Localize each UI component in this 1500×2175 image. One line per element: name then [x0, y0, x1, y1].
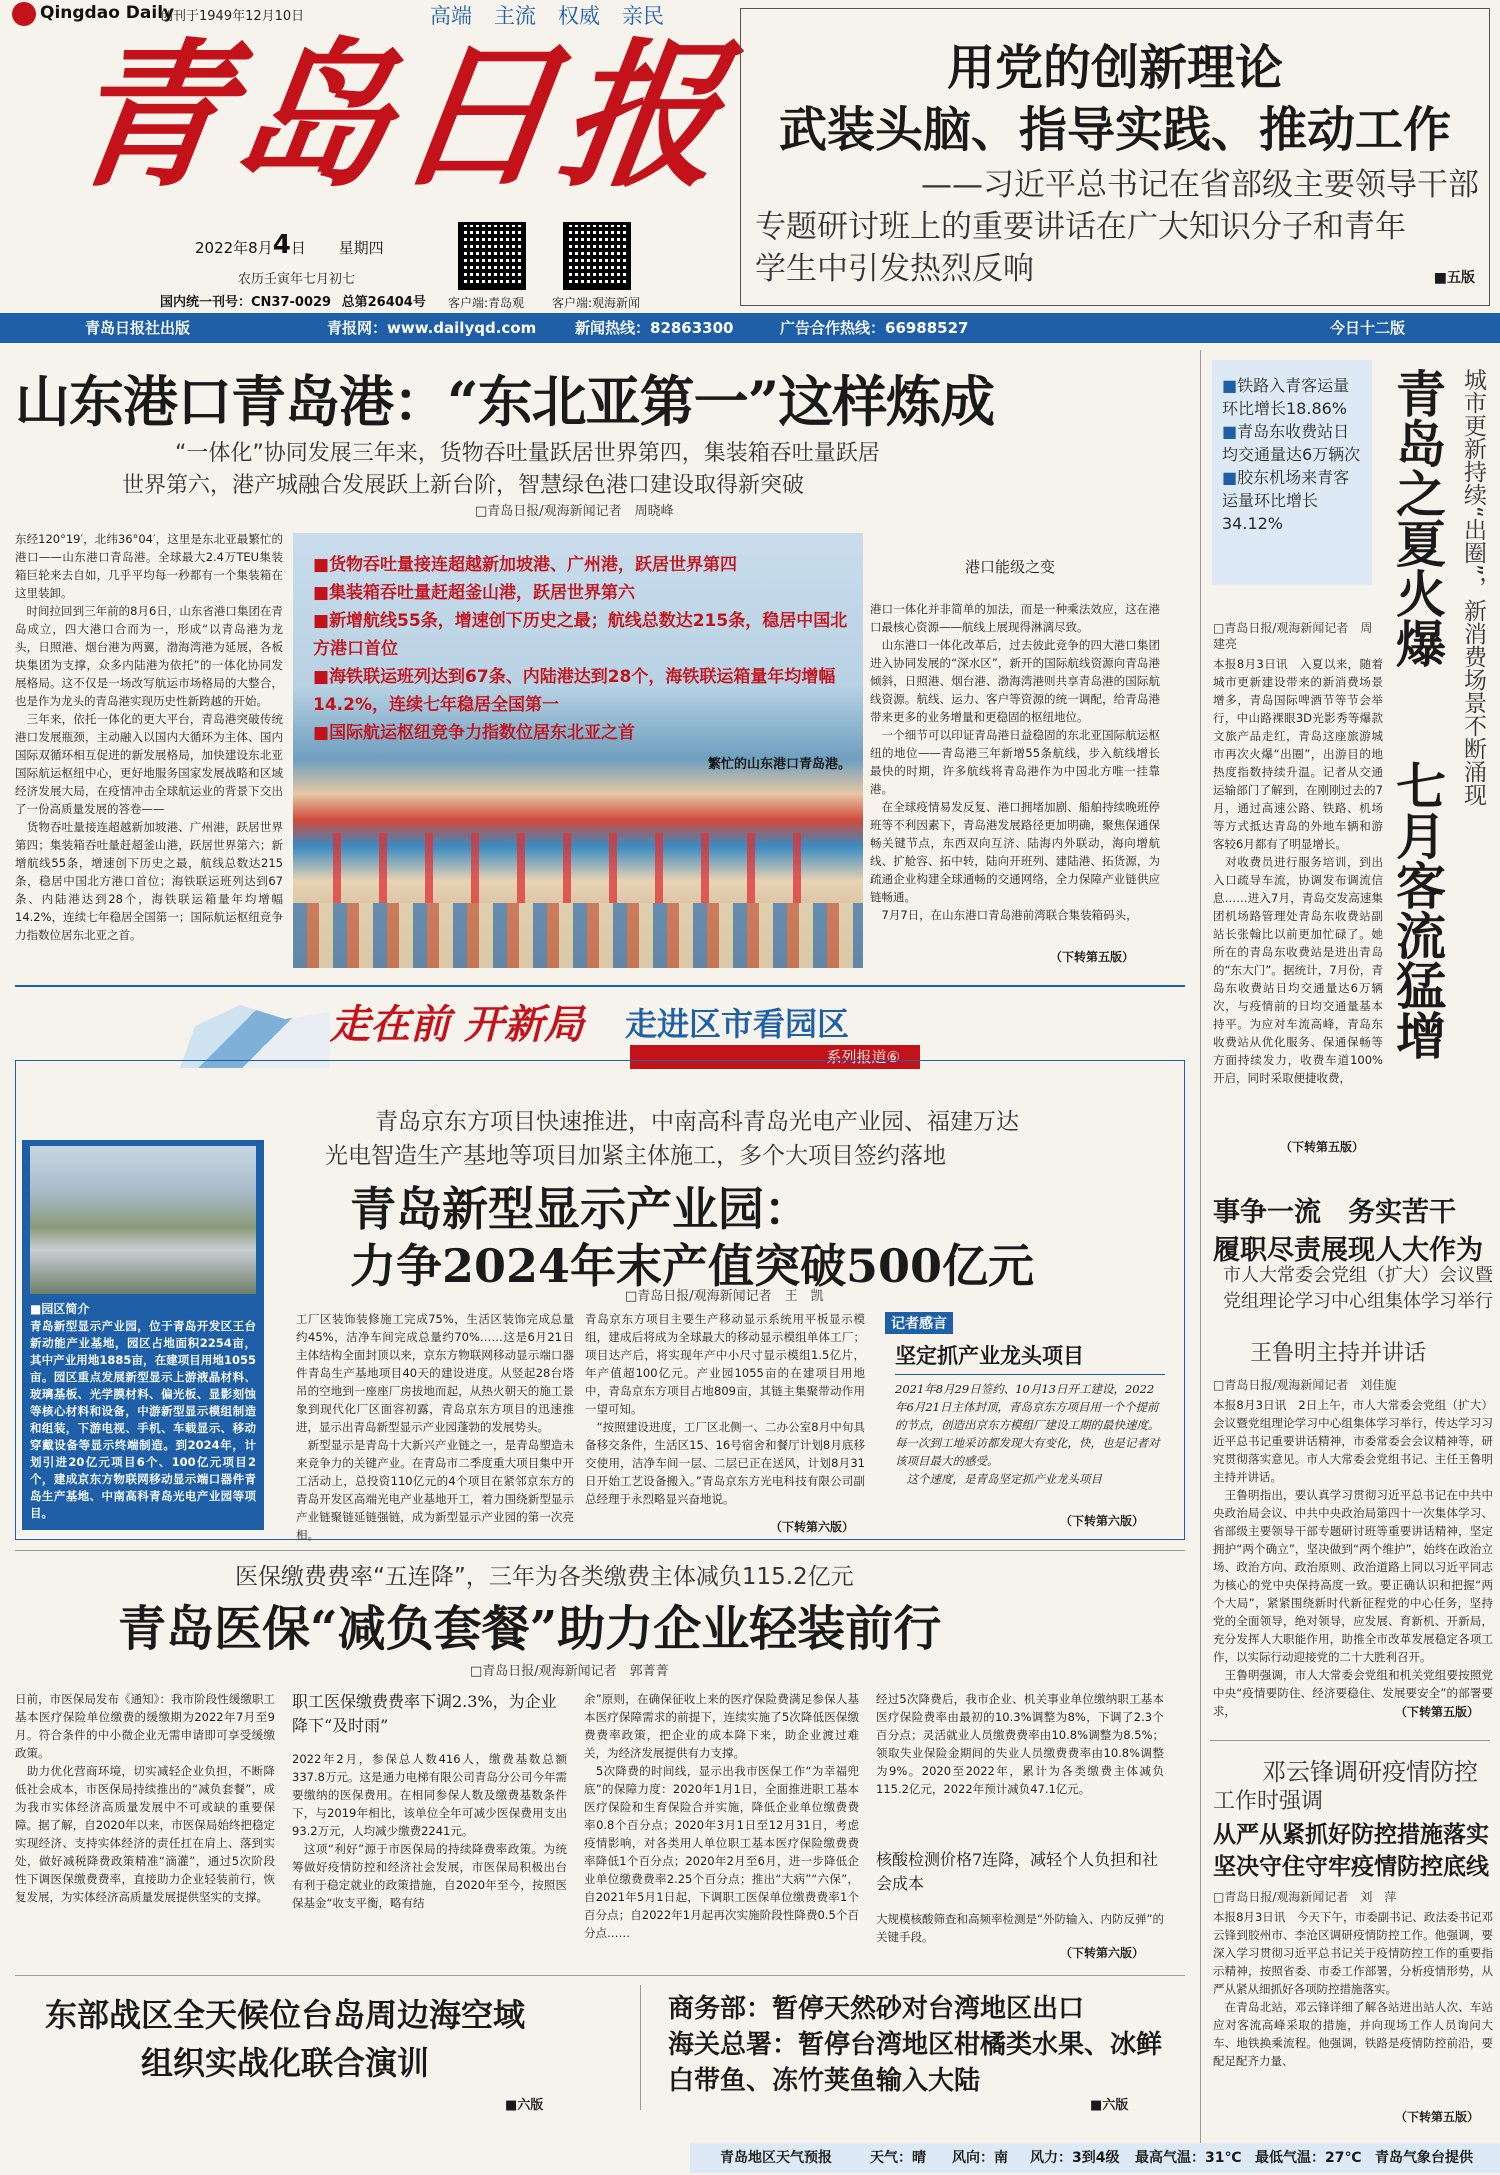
slogan-item: 亲民: [622, 4, 664, 28]
publisher: 青岛日报社出版: [85, 319, 191, 337]
masthead: [0, 0, 740, 325]
top-story-subtitle: 专题研讨班上的重要讲话在广大知识分子和青年: [755, 209, 1406, 245]
medical-body-col1: 日前，市医保局发布《通知》：我市阶段性缓缴职工基本医疗保险单位缴费的缓缴期为2022年7月至9月。符合条件的中小微企业无需申请即可享受缓缴政策。 助力优化营商环境，切实减轻企业负担，不断降低社会成本，市医保局持续推出的“减负套餐”，成为我市实体经济高质量发展中不可或缺的重要保障。据了解，自2020年以来，市医保局始终把稳定实现经济、支持实体经济的责任扛在肩上、落到实处，做好减税降费政策精准“滴灌”，通过5次阶段性下调医保缴费费率，直接助力企业轻装前行，恢复发展，为实体经济高质量发展提供坚实的支撑。: [15, 1692, 275, 1904]
highlight-item: ■国际航运枢纽竞争力指数位居东北亚之首: [313, 723, 636, 743]
continued-ref: （下转第六版）: [1060, 1946, 1145, 1960]
highlight-panel: [313, 551, 853, 741]
epidemic-title2[interactable]: 坚决守住守牢疫情防控底线: [1213, 1853, 1489, 1880]
medical-subhead: 核酸检测价格7连降，减轻个人负担和社会成本: [876, 1850, 1159, 1893]
medical-body-col3: 余”原则，在确保征收上来的医疗保险费满足参保人基本医疗保障需求的前提下，连续实施了5次降低医保缴费费率政策，把企业的成本降下来，助企业渡过难关，为经济发展提供有力支撑。 5次降费的时间线，显示出我市医保工作“为幸福兜底”的保障力度：2020年1月1日，全面推进职工基本医疗保险和生育保险合并实施，降低企业单位缴费费率0.8个百分点；2020年3月1日至12月31日，考虑疫情影响，对各类用人单位职工基本医疗保险缴费费率降低1个百分点；2020年2月至6月，进一步降低企业单位缴费费率2.25个百分点；推出“大病”“六保”，自2021年5月1日起，下调职工医保单位缴费费率1个百分点；自2022年1月起再次实施阶段性降费0.5个百分点……: [584, 1692, 859, 1940]
congress-body: 本报8月3日讯 2日上午，市人大常委会党组（扩大）会议暨党组理论学习中心组集体学习举行，传达学习习近平总书记重要讲话精神，市委常委会会议精神等，研究贯彻落实意见。市人大常委会党组书记、主任王鲁明主持并讲话。 王鲁明指出，要认真学习贯彻习近平总书记在中共中央政治局会议、中共中央政治局第四十一次集体学习、省部级主要领导干部专题研讨班等重要讲话精神，坚定拥护“两个确立”，坚决做到“两个维护”，始终在政治立场、政治方向、政治原则、政治道路上同以习近平同志为核心的党中央保持高度一致。要正确认识和把握“两个大局”，紧紧围绕新时代新征程党的中心任务，坚持党的全面领导，绝对领导，应发展、育新机、开新局，充分发挥人大职能作用，助推全市改革发展稳定各项工作，以实际行动迎接党的二十大胜利召开。 王鲁明强调，市人大常委会党组和机关党组要按照党中央“疫情要防住、经济要稳住、发展要安全”的部署要求，: [1213, 1398, 1493, 1718]
weather-bar: [690, 2143, 1500, 2173]
issn: 国内统一刊号：CN37-0029 总第26404号: [160, 295, 426, 310]
page-count: 今日十二版: [1330, 319, 1406, 337]
congress-byline: □青岛日报/观海新闻记者 刘佳旎: [1213, 1378, 1397, 1392]
medical-body-col4: 经过5次降费后，我市企业、机关事业单位缴纳职工基本医疗保险费率由最初的10.3%调整为8%，下调了2.3个百分点；灵活就业人员缴费费率由10.8%调整为8.5%；领取失业保险金期间的失业人员缴费费率由10.8%调整为9%。2020至2022年，累计为各类缴费主体减负115.2亿元，2022年预计减负47.1亿元。: [876, 1692, 1164, 1796]
park-aerial-photo: [30, 1146, 256, 1294]
weather-low: 最低气温：27℃: [1255, 2150, 1362, 2166]
qr-label: 客户端:青岛观: [448, 296, 525, 310]
park-intro-text: 青岛新型显示产业园，位于青岛开发区王台新动能产业基地，园区占地面积2254亩，其中产业用地1885亩，在建项目用地1055亩。园区重点发展新型显示上游液晶材料、玻璃基板、光学膜材料、偏光板、显影刻蚀等核心材料和设备，中游新型显示模组制造和组装，下游电视、手机、车载显示、移动穿戴设备等显示终端制造。到2024年，计划引进20亿元项目6个、100亿元项目2个，建成京东方物联网移动显示端口器件青岛生产基地、中南高科青岛光电产业园等项目。: [30, 1319, 256, 1520]
display-body-col1: 工厂区装饰装修施工完成75%，生活区装饰完成总量约45%，洁净车间完成总量约70%……这是6月21日主体结构全面封顶以来，京东方物联网移动显示端口器件青岛生产基地项目40天的建设进度。从竖起28台塔吊的空地到一座座厂房拔地而起，从热火朝天的施工景象到现代化厂区面容初露，青岛京东方项目的迅速推进，显示出青岛新型显示产业园蓬勃的发展势头。 新型显示是青岛十大新兴产业链之一，是青岛塑造未来竞争力的关键产业。在青岛市二季度重大项目集中开工活动上，总投资110亿元的4个项目在紧邻京东方的青岛开发区高端光电产业基地开工，着力围绕新型显示产业链聚链延链强链，成为新型显示产业园的第一次亮相。: [296, 1312, 574, 1542]
divider: [1210, 1740, 1490, 1741]
reporter-note: [885, 1312, 1175, 1532]
port-body-col3: 港口一体化并非简单的加法，而是一种乘法效应，这在港口最核心资源——航线上展现得淋漓尽致。 山东港口一体化改革后，过去彼此竞争的四大港口集团进入协同发展的“深水区”，新开的国际航线资源向青岛港倾斜，日照港、烟台港、渤海湾港则共享青岛港的国际航线资源。航线、运力、客户等资源的统一调配，给青岛港带来更多的业务增量和更稳固的枢纽地位。 一个细节可以印证青岛港日益稳固的东北亚国际航运枢纽的地位——青岛港三年新增55条航线，步入航线增长最快的时期，许多航线将青岛港作为中国北方唯一挂靠港。 在全球疫情易发反复、港口拥堵加剧、船舶持续晚班停班等不利因素下，青岛港发展路径更加明确，聚焦保通保畅关键节点，东西双向互济、陆海内外联动，海向增航线、扩舱容、拓中转，陆向开班列、建陆港、拓货源，为疏通企业构建全球通畅的交通网络，全力保障产业链供应链畅通。 7月7日，在山东港口青岛港前湾联合集装箱码头，: [870, 602, 1160, 922]
top-story-title[interactable]: 用党的创新理论: [946, 40, 1283, 96]
stat-box: [1212, 360, 1372, 585]
slogan-item: 权威: [558, 4, 600, 28]
top-story-title[interactable]: 武装头脑、指导实践、推动工作: [778, 102, 1451, 158]
photo-caption: 繁忙的山东港口青岛港。: [708, 757, 852, 772]
highlight-item: ■货物吞吐量接连超越新加坡港、广州港，跃居世界第四: [313, 555, 738, 575]
congress-title[interactable]: 履职尽责展现人大作为: [1213, 1235, 1483, 1266]
display-body-col2: 青岛京东方项目主要生产移动显示系统用平板显示模组，建成后将成为全球最大的移动显示模组单体工厂；项目达产后，将实现年产中小尺寸显示模组1.5亿片，年产值超100亿元。产业园1055亩的在建项目用地中，青岛京东方项目占地809亩，其链主集聚带动作用一望可知。 “按照建设进度，工厂区北侧一、二办公室8月中旬具备移交条件，生活区15、16号宿舍和餐厅计划8月底移交使用，洁净车间一层、二层已正在送风，计划8月31日开始工艺设备搬入。”青岛京东方光电科技有限公司副总经理于永烈略显兴奋地说。: [585, 1312, 865, 1506]
banner-title: 走在前 开新局: [330, 1001, 584, 1048]
park-intro-box: [22, 1140, 264, 1530]
red-dot-icon: [12, 2, 36, 26]
medical-subhead: 职工医保缴费费率下调2.3%，为企业降下“及时雨”: [292, 1692, 557, 1735]
qr-code-icon[interactable]: [458, 222, 526, 290]
port-byline: □青岛日报/观海新闻记者 周晓峰: [475, 504, 674, 519]
summer-headline[interactable]: 青岛之夏火爆: [1388, 368, 1447, 668]
brief-title[interactable]: 海关总署：暂停台湾地区柑橘类水果、冰鲜: [668, 2030, 1163, 2060]
port-deck: 世界第六，港产城融合发展跃上新台阶，智慧绿色港口建设取得新突破: [122, 473, 805, 498]
congress-deck: 市人大常委会党组（扩大）会议暨党组理论学习中心组集体学习举行: [1223, 1265, 1493, 1312]
highlight-item: ■新增航线55条，增速创下历史之最；航线总数达215条，稳居中国北方港口首位: [313, 611, 848, 659]
qr-label: 客户端:观海新闻: [552, 296, 641, 310]
display-byline: □青岛日报/观海新闻记者 王 凯: [625, 1289, 824, 1304]
brief-title[interactable]: 东部战区全天候位台岛周边海空域: [44, 1996, 525, 2034]
series-badge: 系列报道⑥: [630, 1045, 920, 1069]
display-title[interactable]: 青岛新型显示产业园：: [350, 1182, 810, 1236]
page-ref: ■六版: [505, 2098, 544, 2113]
slogan-item: 主流: [494, 4, 536, 28]
epidemic-byline: □青岛日报/观海新闻记者 刘 萍: [1213, 1890, 1397, 1904]
weather-sky: 天气：晴: [870, 2150, 926, 2166]
weather-high: 最高气温：31℃: [1135, 2150, 1242, 2166]
weather-wind-dir: 风向：南: [952, 2150, 1008, 2166]
port-subhead: 港口能级之变: [965, 558, 1056, 576]
stat-item: ■青岛东收费站日均交通量达6万辆次: [1222, 422, 1361, 464]
epidemic-title2[interactable]: 从严从紧抓好防控措施落实: [1213, 1821, 1489, 1848]
park-intro-label: ■园区简介: [30, 1302, 90, 1316]
brief-title[interactable]: 白带鱼、冻竹荚鱼输入大陆: [668, 2066, 981, 2096]
summer-byline: □青岛日报/观海新闻记者 周建亮: [1213, 621, 1373, 651]
info-bar: [0, 313, 1500, 343]
divider: [640, 1985, 641, 2110]
medical-body-col4b: 大规模核酸筛查和高频率检测是“外防输入、内防反弹”的关键手段。: [876, 1912, 1164, 1944]
congress-sub: 王鲁明主持并讲话: [1250, 1341, 1427, 1366]
masthead-founded: 创刊于1949年12月10日: [160, 9, 305, 24]
epidemic-sub: 工作时强调: [1213, 1789, 1324, 1814]
continued-ref: （下转第六版）: [1060, 1514, 1145, 1528]
congress-title[interactable]: 事争一流 务实苦干: [1213, 1197, 1456, 1228]
note-label: 记者感言: [885, 1312, 953, 1334]
divider: [15, 1550, 1185, 1551]
masthead-en-name: Qingdao Daily: [40, 3, 175, 23]
divider: [15, 985, 1185, 987]
top-story-subtitle: 学生中引发热烈反响: [755, 251, 1034, 287]
medical-deck: 医保缴费费率“五连降”，三年为各类缴费主体减负115.2亿元: [235, 1564, 854, 1590]
display-deck: 光电智造生产基地等项目加紧主体施工，多个大项目签约落地: [325, 1143, 946, 1169]
stat-item: ■胶东机场来青客运量环比增长34.12%: [1222, 468, 1350, 533]
medical-body-col2: 2022年2月，参保总人数416人，缴费基数总额337.8万元。这是通力电梯有限公司青岛分公司今年需要缴纳的医保费用。在相同参保人数及缴费基数条件下，与2019年相比，该单位全年可减少医保费用支出93.2万元，人均减少缴费2241元。 这项“利好”源于市医保局的持续降费率政策。为统筹做好疫情防控和经济社会发展，市医保局积极出台有利于稳定就业的政策措施，自2020年至今，按照医保基金“收支平衡，略有结: [292, 1752, 567, 1910]
continued-ref: （下转第五版）: [1395, 2110, 1480, 2124]
epidemic-body: 本报8月3日讯 今天下午，市委副书记、政法委书记邓云锋到胶州市、李沧区调研疫情防控工作。他强调，要深入学习贯彻习近平总书记关于疫情防控工作的重要指示精神，按照省委、市委工作部署，分析疫情形势，从严从紧从细抓好各项防控措施落实。 在青岛北站，邓云锋详细了解各站进出站人次、车站应对客流高峰采取的措施，并向现场工作人员询问大车、地铁换乘流程。他强调，铁路是疫情防控前沿，要配足配齐力量、: [1213, 1910, 1493, 2068]
banner-subtitle: 走进区市看园区: [625, 1005, 850, 1043]
medical-title[interactable]: 青岛医保“减负套餐”助力企业轻装前行: [118, 1601, 942, 1657]
brief-title[interactable]: 商务部：暂停天然砂对台湾地区出口: [668, 1994, 1085, 2024]
summer-deck: 城市更新持续“出圈”，新消费场景不断涌现: [1460, 368, 1486, 806]
weather-label: 青岛地区天气预报: [720, 2150, 832, 2166]
containers-graphic: [293, 903, 863, 968]
display-title[interactable]: 力争2024年末产值突破500亿元: [350, 1239, 1035, 1293]
lunar-date: 农历壬寅年七月初七: [238, 272, 356, 287]
continued-ref: （下转第五版）: [1280, 1140, 1365, 1154]
top-story-box: [740, 8, 1490, 306]
note-title: 坚定抓产业龙头项目: [895, 1340, 1165, 1375]
note-body: 2021年8月29日签约、10月13日开工建设，2022年6月21日主体封顶，青岛京东方项目用一个个提前的节点，创造出京东方模组厂建设工期的最快速度。每一次到工地采访都发现大有变化，快，也是记者对该项目最大的感受。 这个速度，是青岛坚定抓产业龙头项目: [895, 1382, 1160, 1486]
epidemic-title[interactable]: 邓云锋调研疫情防控: [1262, 1758, 1478, 1786]
continued-ref: （下转第六版）: [770, 1520, 855, 1534]
brief-title[interactable]: 组织实战化联合演训: [140, 2044, 429, 2082]
port-photo: [293, 533, 863, 968]
weather-source: 青岛气象台提供: [1375, 2150, 1473, 2166]
issue-date: 2022年8月4日 星期四: [195, 230, 384, 260]
port-deck: “一体化”协同发展三年来，货物吞吐量跃居世界第四，集装箱吞吐量跃居: [175, 441, 880, 466]
ad-hotline: 广告合作热线：66988527: [780, 319, 969, 337]
summer-headline[interactable]: 七月客流猛增: [1388, 760, 1447, 1060]
stat-item: ■铁路入青客运量环比增长18.86%: [1222, 376, 1350, 418]
divider: [1200, 350, 1201, 2160]
cranes-graphic: [333, 833, 833, 903]
port-headline[interactable]: 山东港口青岛港：“东北亚第一”这样炼成: [15, 369, 995, 434]
continued-ref: （下转第五版）: [1050, 950, 1135, 964]
highlight-item: ■海铁联运班列达到67条、内陆港达到28个，海铁联运箱量年均增幅14.2%，连续七年稳居全国第一: [313, 667, 836, 715]
weather-wind: 风力：3到4级: [1030, 2150, 1120, 2166]
display-deck: 青岛京东方项目快速推进，中南高科青岛光电产业园、福建万达: [375, 1109, 1019, 1135]
divider: [15, 1975, 1185, 1976]
news-hotline: 新闻热线：82863300: [575, 319, 734, 337]
masthead-logo: 青岛日报: [57, 24, 740, 209]
medical-byline: □青岛日报/观海新闻记者 郭菁菁: [470, 1664, 669, 1679]
slogan-item: 高端: [430, 4, 472, 28]
page-ref: ■六版: [1090, 2098, 1129, 2113]
highlight-item: ■集装箱吞吐量赶超釜山港，跃居世界第六: [313, 583, 636, 603]
website-link[interactable]: 青报网：www.dailyqd.com: [327, 319, 537, 337]
qr-code-icon[interactable]: [563, 222, 631, 290]
building-icon: [180, 998, 330, 1068]
continued-ref: （下转第五版）: [1395, 1705, 1480, 1719]
page-ref: ■五版: [1433, 270, 1475, 286]
port-body-col1: 东经120°19′，北纬36°04′，这里是东北亚最繁忙的港口——山东港口青岛港。全球最大2.4万TEU集装箱巨轮来去自如，几乎平均每一秒都有一个集装箱在这里装卸。 时间拉回到三年前的8月6日，山东省港口集团在青岛成立，四大港口合而为一，形成“以青岛港为龙头，日照港、烟台港为两翼，渤海湾港为延展，各板块集团为支撑，众多内陆港为依托”的一体化协同发展格局。这不仅是一场改写航运市场格局的大整合，也是作为龙头的青岛港实现历史性新跨越的开始。 三年来，依托一体化的更大平台，青岛港突破传统港口发展瓶颈，主动融入以国内大循环为主体、国内国际双循环相互促进的新发展格局，加快建设东北亚国际航运枢纽中心，更好地服务国家发展战略和区域经济发展大局，在疫情冲击全球航运业的背景下交出了一份高质量发展的答卷—— 货物吞吐量接连超越新加坡港、广州港，跃居世界第四；集装箱吞吐量赶超釜山港，跃居世界第六；新增航线55条，增速创下历史之最，航线总数达215条，稳居中国北方港口首位；海铁联运班列达到67条、内陆港达到28个，海铁联运箱量年均增幅14.2%，连续七年稳居全国第一；国际航运枢纽竞争力指数位居东北亚之首。: [15, 532, 283, 942]
top-story-subtitle: ——习近平总书记在省部级主要领导干部: [921, 167, 1479, 203]
summer-body: 本报8月3日讯 入夏以来，随着城市更新建设带来的新消费场景增多，青岛国际啤酒节等节会举行，中山路裸眼3D光影秀等爆款文旅产品走红，青岛这座旅游城市再次火爆“出圈”，出游目的地热度指数持续升温。记者从交通运输部门了解到，在刚刚过去的7月，通过高速公路、铁路、机场等方式抵达青岛的外地车辆和游客较6月都有了明显增长。 对收费员进行服务培训，到出入口疏导车流，协调发布调流信息……进入7月，青岛交发高速集团机场路管理处青岛东收费站副站长张翰比以前更加忙碌了。她所在的青岛东收费站是进出青岛的“东大门”。据统计，7月份，青岛东收费站日均交通量达6万辆次，与疫情前的日均交通量基本持平。为应对车流高峰，青岛东收费站从优化服务、保通保畅等方面持续发力，收费车道100%开启，同时采取便捷收费，: [1213, 657, 1383, 1085]
